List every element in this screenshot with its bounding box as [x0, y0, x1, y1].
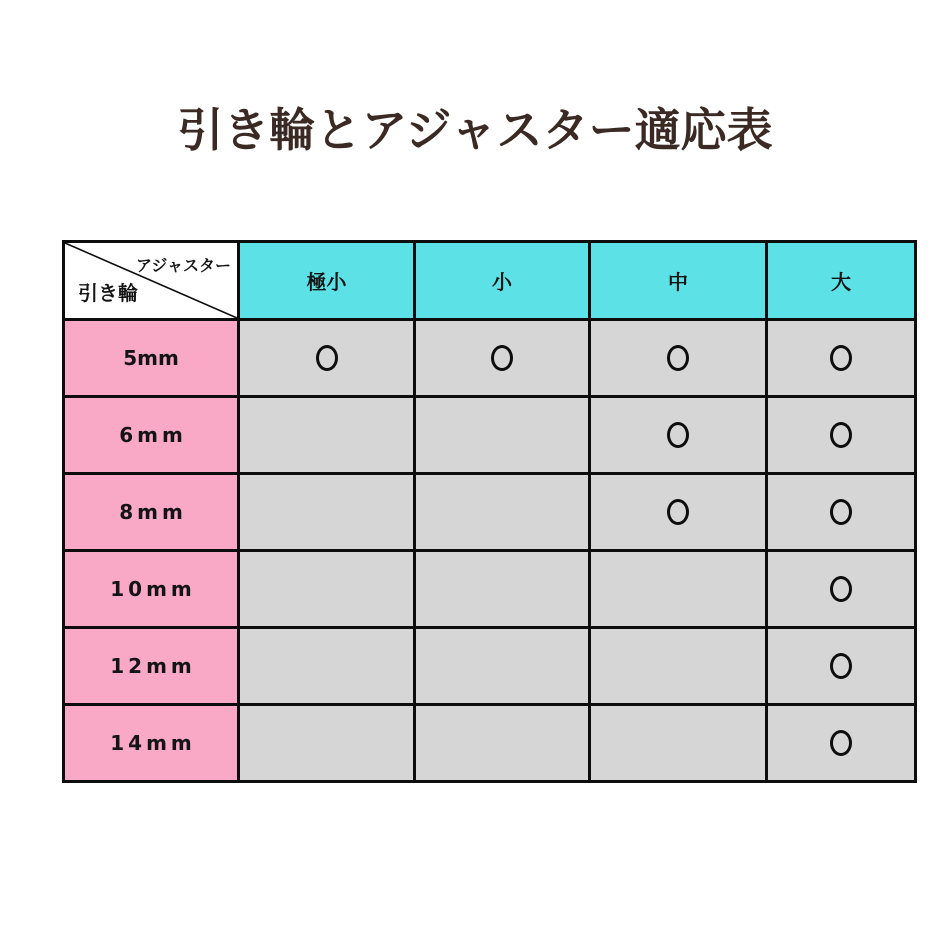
compatible-circle-mark [830, 576, 852, 602]
table-row [64, 474, 916, 551]
row-header-5mm: 5mm [64, 320, 239, 397]
compatible-circle-mark [316, 345, 338, 371]
cell-10mm-極小 [239, 551, 415, 628]
corner-label-pullring: 引き輪 [78, 281, 138, 305]
cell-12mm-大 [767, 628, 916, 705]
table-body [64, 320, 916, 782]
row-header-14mm: 14mm [64, 705, 239, 782]
table-row [64, 320, 916, 397]
cell-12mm-小 [415, 628, 590, 705]
cell-5mm-中 [590, 320, 767, 397]
cell-6mm-極小 [239, 397, 415, 474]
header-row [64, 242, 916, 320]
cell-10mm-大 [767, 551, 916, 628]
cell-5mm-極小 [239, 320, 415, 397]
table-row [64, 551, 916, 628]
table-row [64, 628, 916, 705]
column-header-medium: 中 [590, 242, 767, 320]
cell-14mm-極小 [239, 705, 415, 782]
table-row [64, 397, 916, 474]
cell-6mm-小 [415, 397, 590, 474]
row-header-8mm: 8mm [64, 474, 239, 551]
cell-8mm-中 [590, 474, 767, 551]
cell-12mm-極小 [239, 628, 415, 705]
compatible-circle-mark [830, 345, 852, 371]
column-header-large: 大 [767, 242, 916, 320]
cell-14mm-小 [415, 705, 590, 782]
cell-5mm-大 [767, 320, 916, 397]
compatible-circle-mark [667, 499, 689, 525]
cell-10mm-小 [415, 551, 590, 628]
table-row [64, 705, 916, 782]
page-title: 引き輪とアジャスター適応表 [177, 103, 773, 157]
cell-12mm-中 [590, 628, 767, 705]
cell-6mm-大 [767, 397, 916, 474]
cell-14mm-大 [767, 705, 916, 782]
compatible-circle-mark [830, 499, 852, 525]
column-header-extra-small: 極小 [239, 242, 415, 320]
compatible-circle-mark [830, 653, 852, 679]
row-header-12mm: 12mm [64, 628, 239, 705]
column-header-small: 小 [415, 242, 590, 320]
corner-label-adjuster: アジャスター [135, 256, 231, 275]
compatible-circle-mark [667, 345, 689, 371]
compatible-circle-mark [667, 422, 689, 448]
cell-8mm-大 [767, 474, 916, 551]
cell-10mm-中 [590, 551, 767, 628]
cell-6mm-中 [590, 397, 767, 474]
corner-cell [64, 242, 239, 320]
compatible-circle-mark [830, 422, 852, 448]
row-header-10mm: 10mm [64, 551, 239, 628]
cell-8mm-極小 [239, 474, 415, 551]
compatible-circle-mark [830, 730, 852, 756]
cell-5mm-小 [415, 320, 590, 397]
compatibility-table [62, 240, 917, 783]
cell-8mm-小 [415, 474, 590, 551]
row-header-6mm: 6mm [64, 397, 239, 474]
compatible-circle-mark [491, 345, 513, 371]
cell-14mm-中 [590, 705, 767, 782]
